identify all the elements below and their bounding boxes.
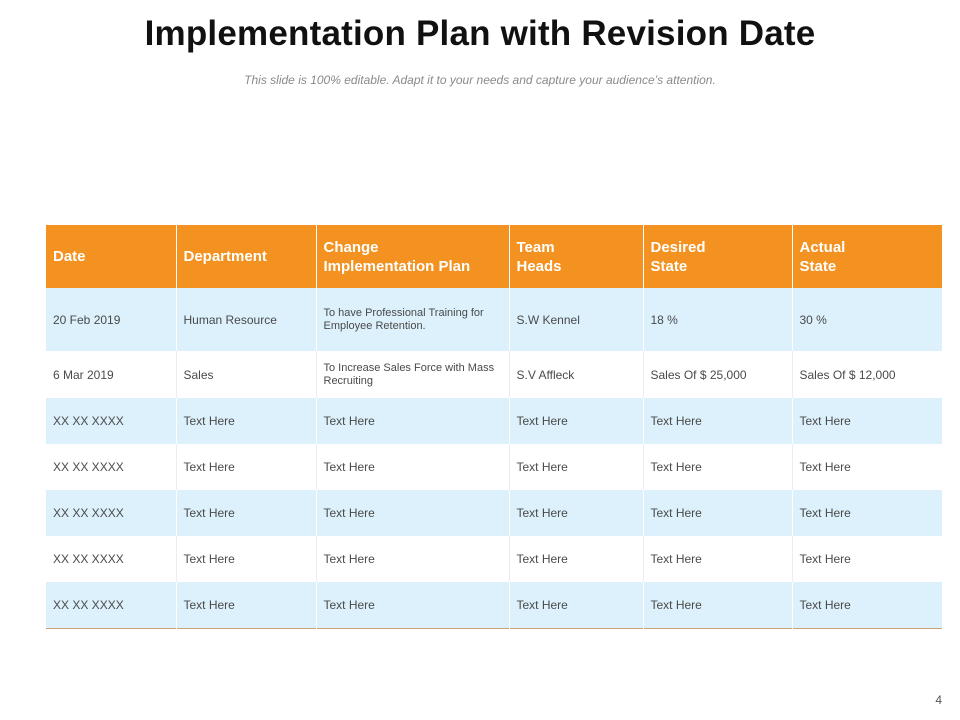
table-cell: 20 Feb 2019	[46, 288, 176, 351]
table-cell: To have Professional Training for Employee Retention.	[316, 288, 509, 351]
table-cell: Text Here	[509, 582, 643, 628]
table-cell: Sales	[176, 351, 316, 398]
table-row	[46, 490, 942, 536]
table-cell: XX XX XXXX	[46, 444, 176, 490]
slide-title: Implementation Plan with Revision Date	[144, 14, 816, 53]
table-cell: 6 Mar 2019	[46, 351, 176, 398]
header-change-plan: Change Implementation Plan	[316, 225, 509, 288]
table-cell: Text Here	[643, 582, 792, 628]
table-cell: S.W Kennel	[509, 288, 643, 351]
table-cell: Text Here	[509, 490, 643, 536]
table-cell: XX XX XXXX	[46, 582, 176, 628]
table-cell: Text Here	[176, 398, 316, 444]
table-cell: Text Here	[316, 582, 509, 628]
table-row	[46, 582, 942, 628]
table-header-row	[46, 225, 942, 288]
table-cell: Text Here	[509, 398, 643, 444]
table-cell: XX XX XXXX	[46, 536, 176, 582]
table-cell: Text Here	[792, 444, 942, 490]
table-cell: Text Here	[176, 582, 316, 628]
table-cell: Text Here	[643, 398, 792, 444]
slide-subtitle: This slide is 100% editable. Adapt it to your needs and capture your audience’s attention.	[244, 73, 716, 87]
table-cell: Human Resource	[176, 288, 316, 351]
page-number: 4	[935, 693, 942, 707]
table-cell: Sales Of $ 25,000	[643, 351, 792, 398]
table-cell: Text Here	[509, 444, 643, 490]
header-team-heads: Team Heads	[509, 225, 643, 288]
table-cell: Text Here	[176, 490, 316, 536]
table-cell: Text Here	[643, 490, 792, 536]
table-cell: Text Here	[792, 536, 942, 582]
header-date: Date	[46, 225, 176, 288]
table-row	[46, 444, 942, 490]
table-row	[46, 536, 942, 582]
table-cell: Text Here	[316, 444, 509, 490]
table-cell: Text Here	[316, 536, 509, 582]
table-cell: XX XX XXXX	[46, 490, 176, 536]
table-cell: Text Here	[176, 536, 316, 582]
header-desired-state: Desired State	[643, 225, 792, 288]
table-cell: To Increase Sales Force with Mass Recruiting	[316, 351, 509, 398]
table-cell: S.V Affleck	[509, 351, 643, 398]
table-cell: Text Here	[792, 490, 942, 536]
table-cell: Text Here	[509, 536, 643, 582]
header-department: Department	[176, 225, 316, 288]
table-cell: Text Here	[316, 398, 509, 444]
table-cell: Text Here	[176, 444, 316, 490]
table-row	[46, 398, 942, 444]
table-cell: 30 %	[792, 288, 942, 351]
table-cell: Text Here	[643, 536, 792, 582]
table-cell: 18 %	[643, 288, 792, 351]
header-actual-state: Actual State	[792, 225, 942, 288]
table-cell: Text Here	[792, 582, 942, 628]
table-cell: XX XX XXXX	[46, 398, 176, 444]
table-cell: Text Here	[792, 398, 942, 444]
table-cell: Text Here	[643, 444, 792, 490]
table-cell: Text Here	[316, 490, 509, 536]
implementation-plan-table	[46, 225, 942, 629]
table-row	[46, 288, 942, 351]
table-row	[46, 351, 942, 398]
table-cell: Sales Of $ 12,000	[792, 351, 942, 398]
